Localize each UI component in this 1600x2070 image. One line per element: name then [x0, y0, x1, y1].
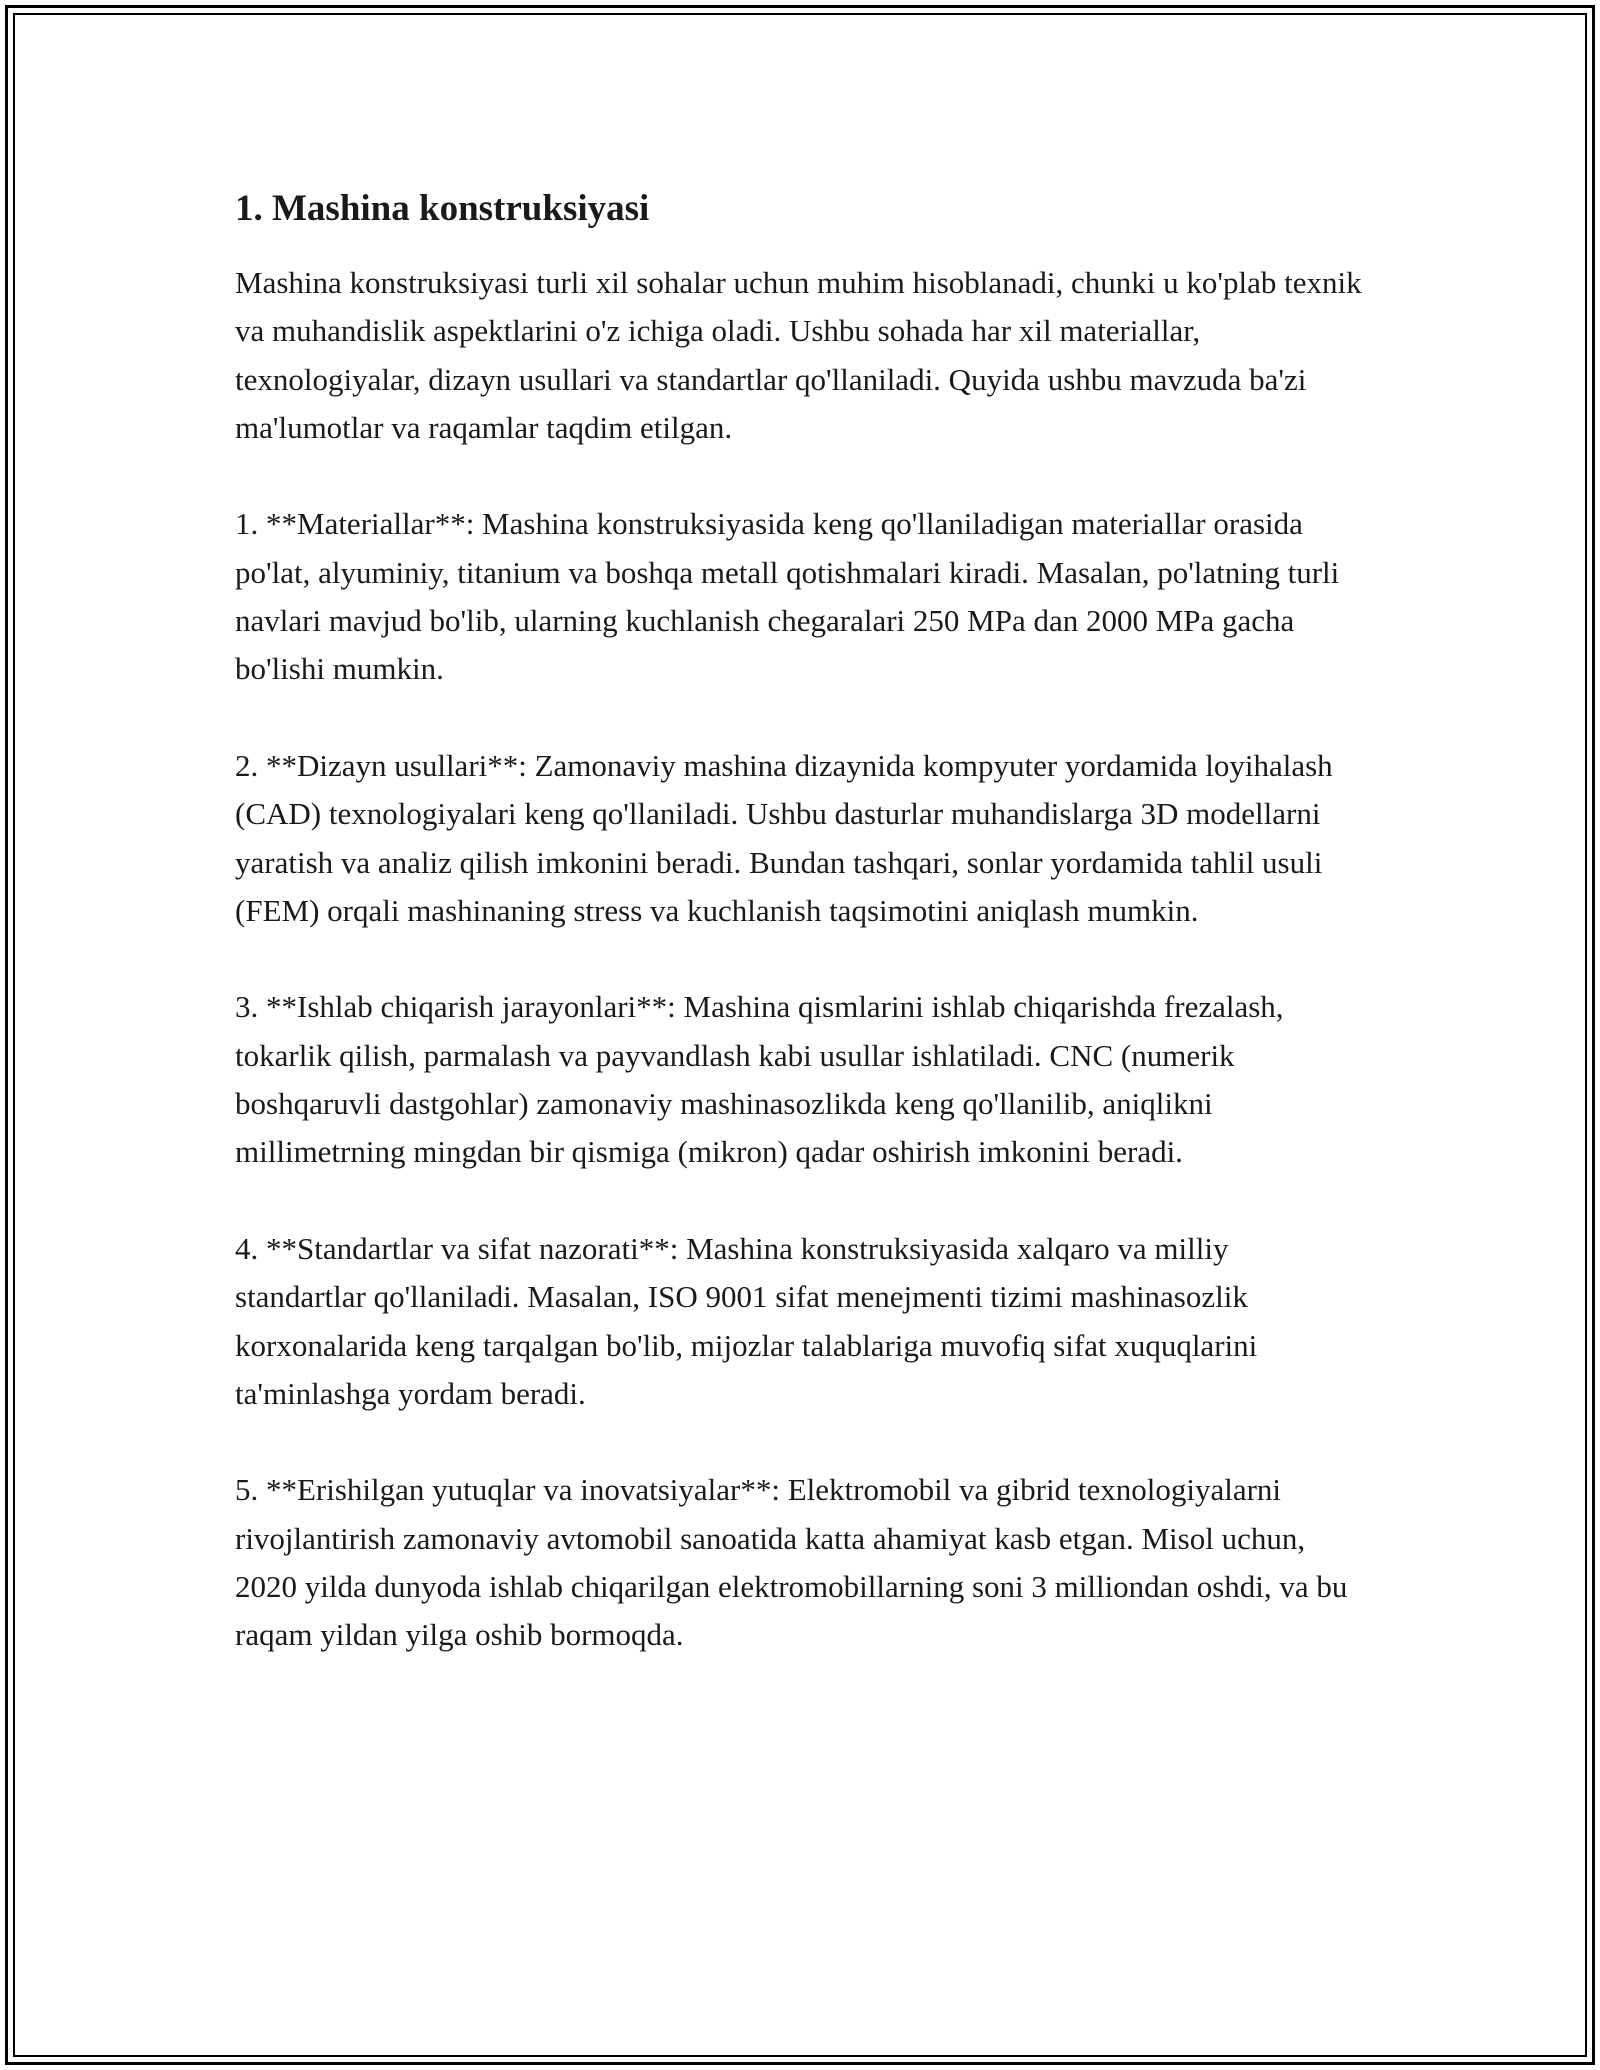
paragraph-materials: 1. **Materiallar**: Mashina konstruksiyasida keng qo'llaniladigan materiallar orasida po'lat, alyuminiy, titanium va boshqa metall qotishmalari kiradi. Masalan, po'latning turli navlari mavjud bo'lib, ularning kuchlanish chegaralari 250 MPa dan 2000 MPa gacha bo'lishi mumkin.: [235, 506, 1340, 687]
section-title: 1. Mashina konstruksiyasi: [235, 188, 650, 229]
document-body: [235, 185, 1365, 1708]
paragraph-manufacturing: 3. **Ishlab chiqarish jarayonlari**: Mashina qismlarini ishlab chiqarishda frezalash, tokarlik qilish, parmalash va payvandlash kabi usullar ishlatiladi. CNC (numerik boshqaruvli dastgohlar) zamonaviy mashinasozlikda keng qo'llanilib, aniqlikni millimetrning mingdan bir qismiga (mikron) qadar oshirish imkonini beradi.: [235, 989, 1284, 1170]
paragraph-design-methods: 2. **Dizayn usullari**: Zamonaviy mashina dizaynida kompyuter yordamida loyihalash (CAD) texnologiyalari keng qo'llaniladi. Ushbu dasturlar muhandislarga 3D modellarni yaratish va analiz qilish imkonini beradi. Bundan tashqari, sonlar yordamida tahlil usuli (FEM) orqali mashinaning stress va kuchlanish taqsimotini aniqlash mumkin.: [235, 747, 1333, 928]
paragraph-innovations: 5. **Erishilgan yutuqlar va inovatsiyalar**: Elektromobil va gibrid texnologiyalarni rivojlantirish zamonaviy avtomobil sanoatida katta ahamiyat kasb etgan. Misol uchun, 2020 yilda dunyoda ishlab chiqarilgan elektromobillarning soni 3 milliondan oshdi, va bu raqam yildan yilga oshib bormoqda.: [235, 1472, 1348, 1653]
intro-paragraph: Mashina konstruksiyasi turli xil sohalar uchun muhim hisoblanadi, chunki u ko'plab texnik va muhandislik aspektlarini o'z ichiga oladi. Ushbu sohada har xil materiallar, texnologiyalar, dizayn usullari va standartlar qo'llaniladi. Quyida ushbu mavzuda ba'zi ma'lumotlar va raqamlar taqdim etilgan.: [235, 265, 1362, 445]
paragraph-standards: 4. **Standartlar va sifat nazorati**: Mashina konstruksiyasida xalqaro va milliy standartlar qo'llaniladi. Masalan, ISO 9001 sifat menejmenti tizimi mashinasozlik korxonalarida keng tarqalgan bo'lib, mijozlar talablariga muvofiq sifat xuquqlarini ta'minlashga yordam beradi.: [235, 1230, 1258, 1411]
